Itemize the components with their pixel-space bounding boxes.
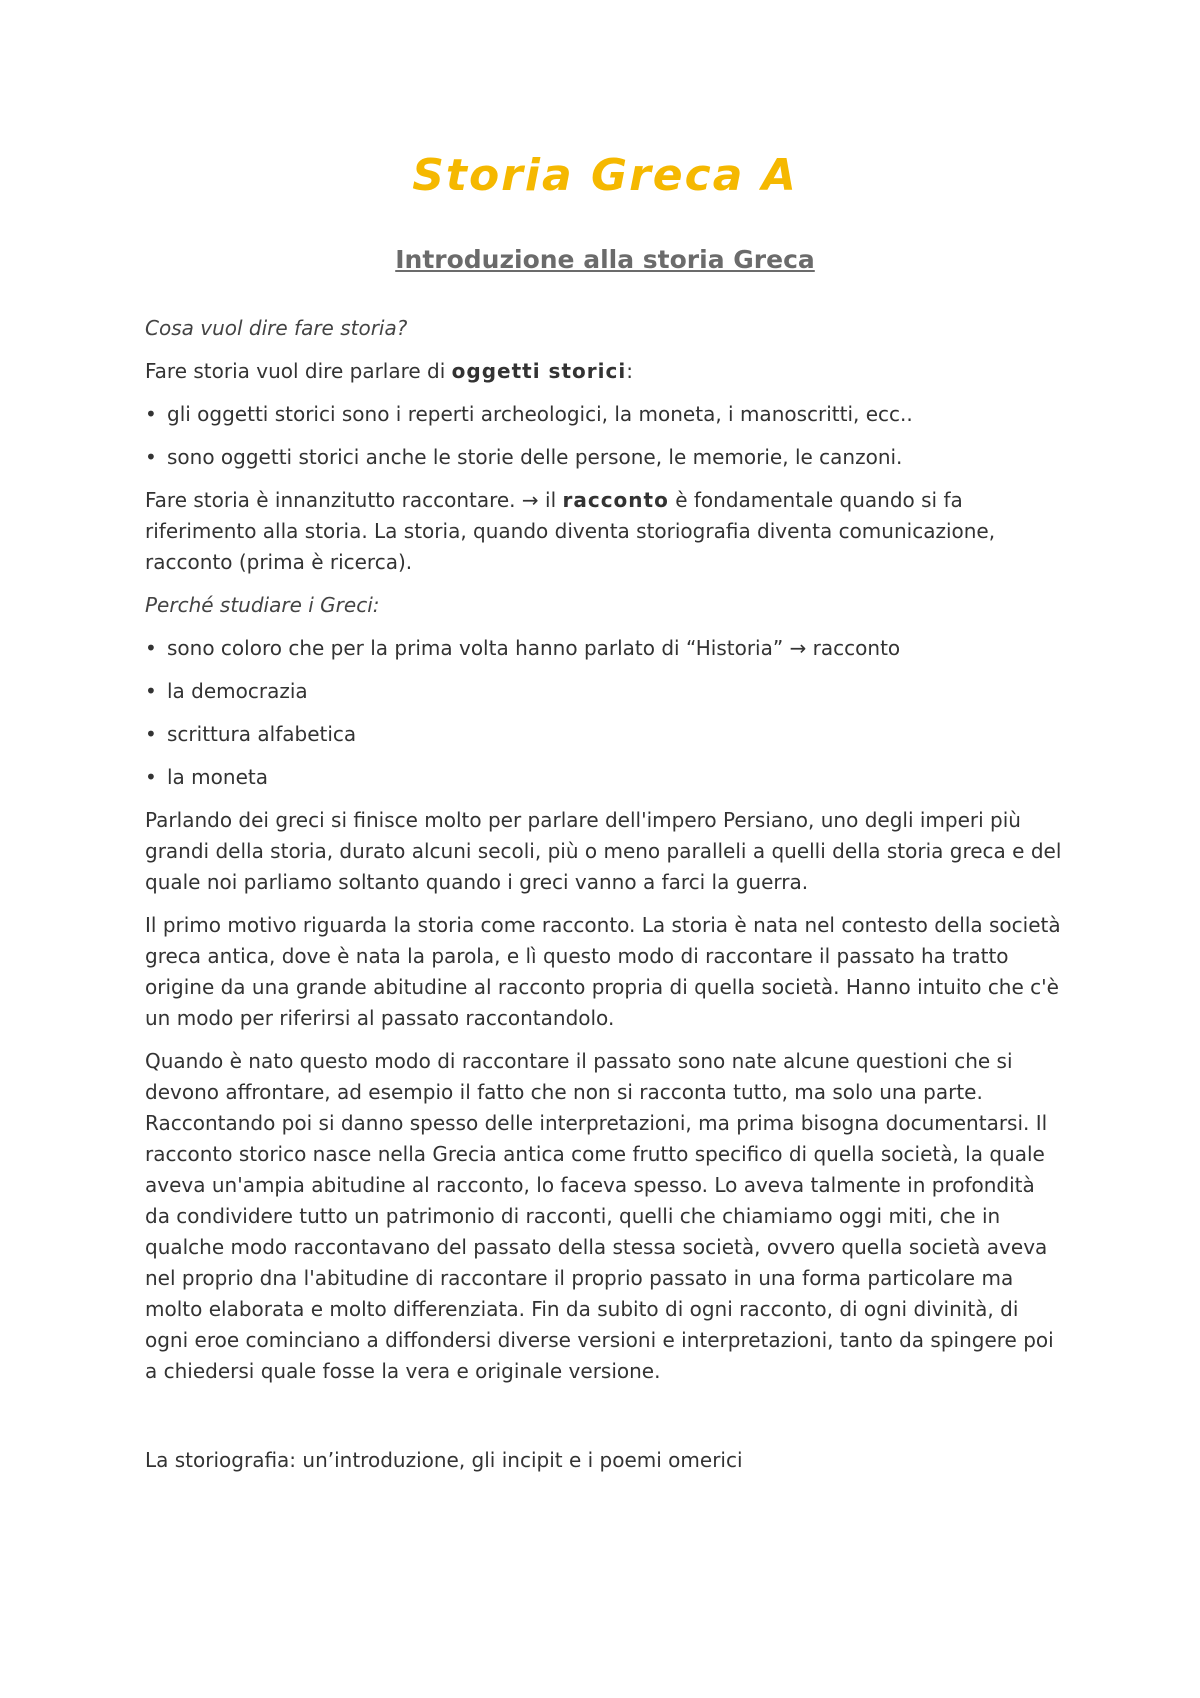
question-perche-greci: Perché studiare i Greci:	[145, 592, 380, 617]
paragraph-storia-racconto: Il primo motivo riguarda la storia come racconto. La storia è nata nel contesto della società greca antica, dove è nata la parola, e lì questo modo di raccontare il passato ha tratto origine da una grande abitudine al racconto propria di quella società. Hanno intuito che c'è un modo per riferirsi al passato raccontandolo.	[145, 912, 1061, 1030]
paragraph-text: Fare storia vuol dire parlare di	[145, 358, 452, 383]
paragraph-impero-persiano: Parlando dei greci si finisce molto per parlare dell'impero Persiano, uno degli imperi più grandi della storia, durato alcuni secoli, più o meno paralleli a quelli della storia greca e del quale noi parliamo soltanto quando i greci vanno a farci la guerra.	[145, 807, 1062, 894]
paragraph-text: è fondamentale quando si fa riferimento alla storia. La storia, quando diventa storiografia diventa comunicazione, racconto (prima è ricerca).	[145, 487, 996, 574]
paragraph-racconto	[145, 485, 1065, 578]
bullet-icon: •	[145, 678, 157, 703]
paragraph-text: :	[626, 358, 633, 383]
list-item-text: scrittura alfabetica	[167, 721, 357, 746]
bold-term: racconto	[562, 487, 669, 512]
document-page	[145, 150, 1065, 1488]
list-item-text: sono coloro che per la prima volta hanno parlato di “Historia” → racconto	[167, 635, 901, 660]
list-item	[145, 399, 1065, 430]
list-item	[145, 762, 1065, 793]
section-heading: Introduzione alla storia Greca	[395, 244, 815, 274]
paragraph-text: Fare storia è innanzitutto raccontare. → il	[145, 487, 563, 512]
list-item-text: la democrazia	[167, 678, 308, 703]
list-item	[145, 633, 1065, 664]
bullet-icon: •	[145, 721, 157, 746]
list-item	[145, 442, 1065, 473]
list-item	[145, 719, 1065, 750]
bullet-icon: •	[145, 635, 157, 660]
bullet-icon: •	[145, 764, 157, 789]
bullet-icon: •	[145, 444, 157, 469]
spacer	[145, 1399, 1065, 1445]
list-item-text: sono oggetti storici anche le storie delle persone, le memorie, le canzoni.	[167, 444, 903, 469]
bold-term: oggetti storici	[451, 358, 627, 383]
list-item	[145, 676, 1065, 707]
bullet-icon: •	[145, 401, 157, 426]
paragraph-racconto-storico: Quando è nato questo modo di raccontare il passato sono nate alcune questioni che si devono affrontare, ad esempio il fatto che non si racconta tutto, ma solo una parte. Raccontando poi si danno spesso delle interpretazioni, ma prima bisogna documentarsi. Il racconto storico nasce nella Grecia antica come frutto specifico di quella società, la quale aveva un'ampia abitudine al racconto, lo faceva spesso. Lo aveva talmente in profondità da condividere tutto un patrimonio di racconti, quelli che chiamiamo oggi miti, che in qualche modo raccontavano del passato della stessa società, ovvero quella società aveva nel proprio dna l'abitudine di raccontare il proprio passato in una forma particolare ma molto elaborata e molto differenziata. Fin da subito di ogni racconto, di ogni divinità, di ogni eroe cominciano a diffondersi diverse versioni e interpretazioni, tanto da spingere poi a chiedersi quale fosse la vera e originale versione.	[145, 1048, 1054, 1383]
list-item-text: gli oggetti storici sono i reperti archeologici, la moneta, i manoscritti, ecc..	[167, 401, 913, 426]
question-fare-storia: Cosa vuol dire fare storia?	[145, 315, 408, 340]
paragraph-storiografia: La storiografia: un’introduzione, gli incipit e i poemi omerici	[145, 1447, 743, 1472]
list-item-text: la moneta	[167, 764, 268, 789]
paragraph-oggetti-storici	[145, 356, 1065, 387]
document-title: Storia Greca A	[412, 150, 798, 201]
